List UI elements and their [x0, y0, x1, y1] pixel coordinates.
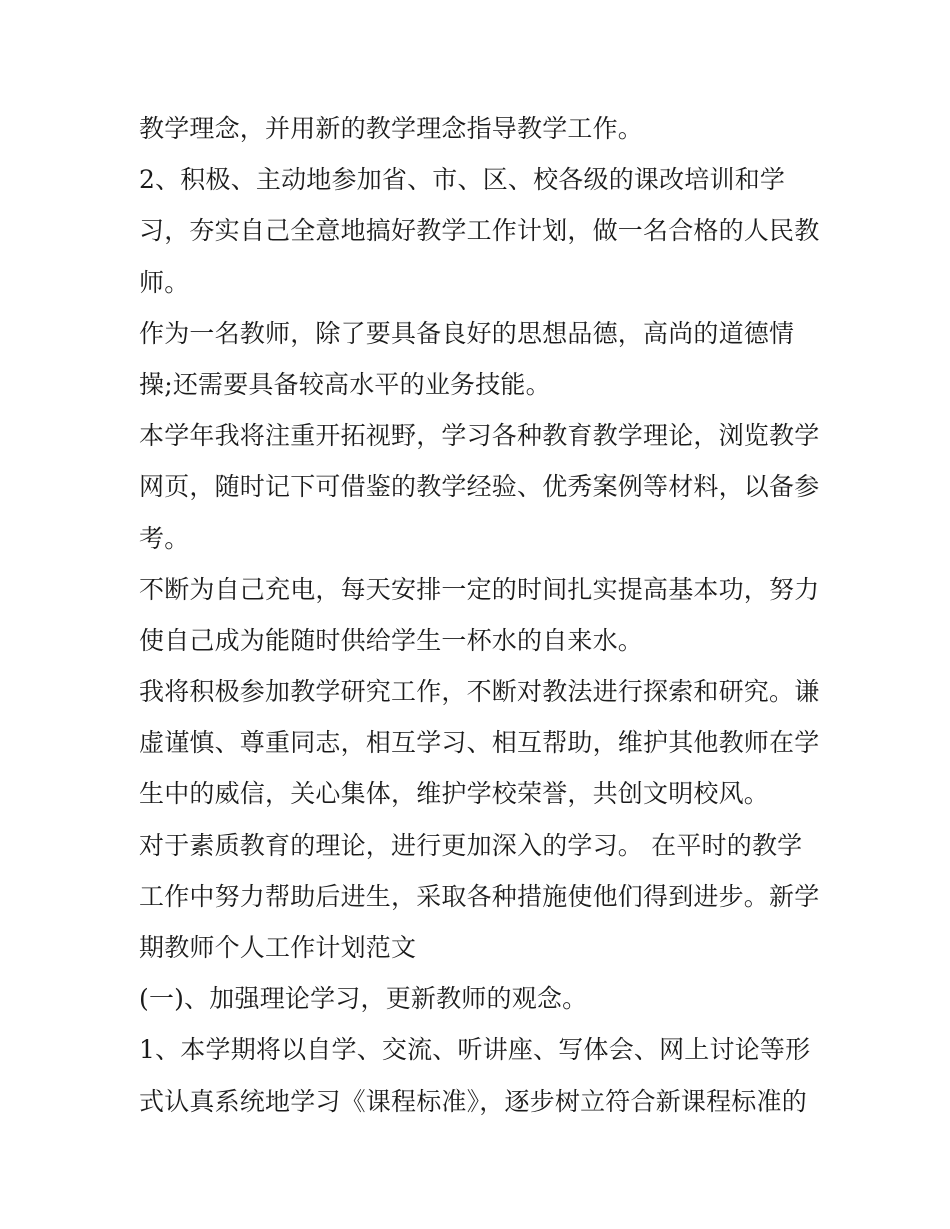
text-line: 生中的威信，关心集体，维护学校荣誉，共创文明校风。 — [139, 779, 770, 809]
text-line: 考。 — [139, 523, 190, 553]
text-line: 工作中努力帮助后进生，采取各种措施使他们得到进步。新学 — [139, 881, 820, 911]
text-line: 1、本学期将以自学、交流、听讲座、写体会、网上讨论等形 — [139, 1035, 811, 1065]
text-line: 教学理念，并用新的教学理念指导教学工作。 — [139, 114, 644, 143]
text-line: 作为一名教师，除了要具备良好的思想品德，高尚的道德情 — [139, 318, 795, 348]
body-text — [139, 103, 829, 1127]
text-line: 操;还需要具备较高水平的业务技能。 — [139, 369, 551, 399]
text-line: 式认真系统地学习《课程标准》，逐步树立符合新课程标准的 — [139, 1086, 807, 1116]
text-line: 使自己成为能随时供给学生一杯水的自来水。 — [139, 625, 644, 655]
text-line: 对于素质教育的理论，进行更加深入的学习。 在平时的教学 — [139, 830, 803, 860]
text-line: 不断为自己充电，每天安排一定的时间扎实提高基本功，努力 — [139, 574, 820, 604]
text-line: 师。 — [139, 267, 190, 297]
subsection-heading: (一)、加强理论学习，更新教师的观念。 — [139, 984, 588, 1014]
text-line: 2、积极、主动地参加省、市、区、校各级的课改培训和学 — [139, 165, 786, 195]
text-line: 习，夯实自己全意地搞好教学工作计划，做一名合格的人民教 — [139, 216, 820, 246]
text-line: 我将积极参加教学研究工作，不断对教法进行探索和研究。谦 — [139, 677, 820, 707]
text-line: 本学年我将注重开拓视野，学习各种教育教学理论，浏览教学 — [139, 421, 820, 451]
text-line: 虚谨慎、尊重同志，相互学习、相互帮助，维护其他教师在学 — [139, 728, 820, 758]
text-line: 网页，随时记下可借鉴的教学经验、优秀案例等材料，以备参 — [139, 472, 820, 502]
section-heading: 期教师个人工作计划范文 — [139, 933, 417, 962]
